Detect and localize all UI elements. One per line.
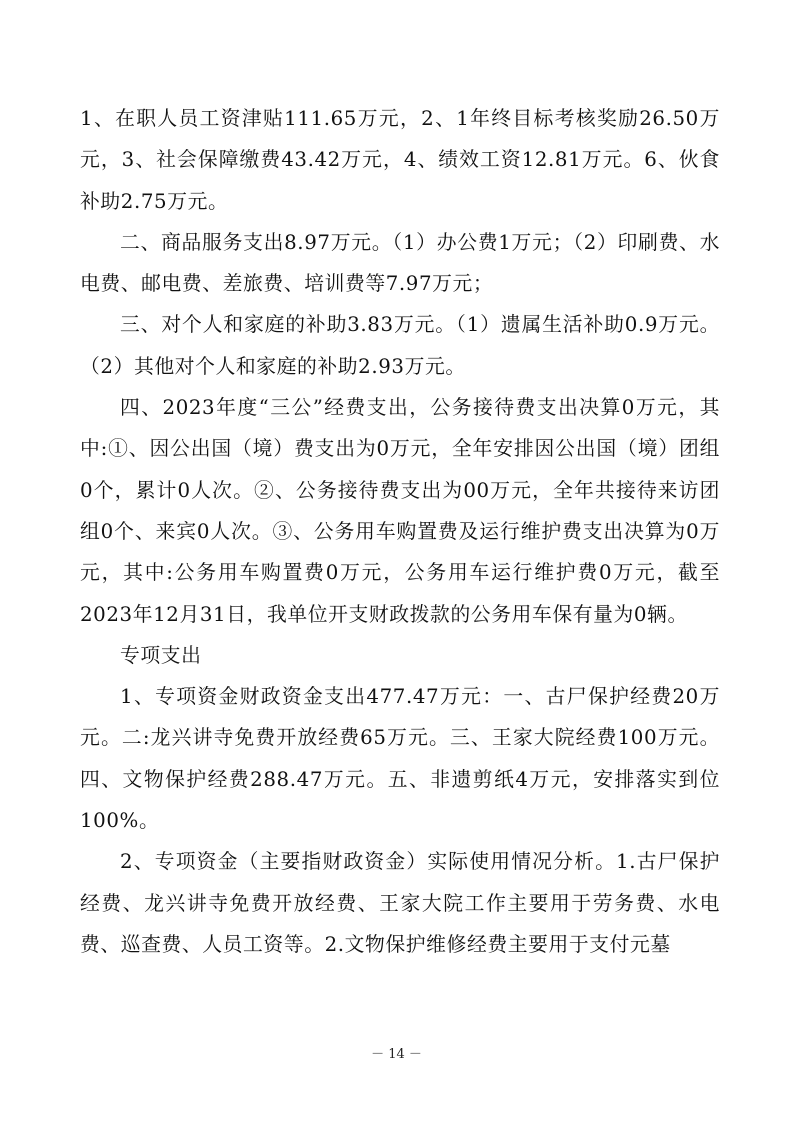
page-number: － 14 － [371,1047,422,1062]
paragraph-special-funds: 1、专项资金财政资金支出477.47万元：一、古尸保护经费20万元。二:龙兴讲寺免费开放经费65万元。三、王家大院经费100万元。四、文物保护经费288.47万元。五、非遗剪纸4万元，安排落实到位100%。 [80,685,720,833]
paragraph-three-public-expenses: 四、2023年度“三公”经费支出，公务接待费支出决算0万元，其中:①、因公出国（境）费支出为0万元，全年安排因公出国（境）团组0个，累计0人次。②、公务接待费支出为00万元，全年共接待来访团组0个、来宾0人次。③、公务用车购置费及运行维护费支出决算为0万元，其中:公务用车购置费0万元，公务用车运行维护费0万元，截至2023年12月31日，我单位开支财政拨款的公务用车保有量为0辆。 [80,396,720,626]
paragraph-special-funds-analysis: 2、专项资金（主要指财政资金）实际使用情况分析。1.古尸保护经费、龙兴讲寺免费开放经费、王家大院工作主要用于劳务费、水电费、巡查费、人员工资等。2.文物保护维修经费主要用于支付元墓 [80,850,720,956]
body-text [80,98,720,965]
paragraph-goods-services: 二、商品服务支出8.97万元。（1）办公费1万元；（2）印刷费、水电费、邮电费、差旅费、培训费等7.97万元； [80,230,720,296]
paragraph-salary-items: 1、在职人员工资津贴111.65万元，2、1年终目标考核奖励26.50万元，3、社会保障缴费43.42万元，4、绩效工资12.81万元。6、伙食补助2.75万元。 [80,107,720,213]
paragraph-household-subsidy: 三、对个人和家庭的补助3.83万元。（1）遗属生活补助0.9万元。（2）其他对个人和家庭的补助2.93万元。 [80,313,720,378]
section-heading-special-expenditure: 专项支出 [120,643,202,667]
